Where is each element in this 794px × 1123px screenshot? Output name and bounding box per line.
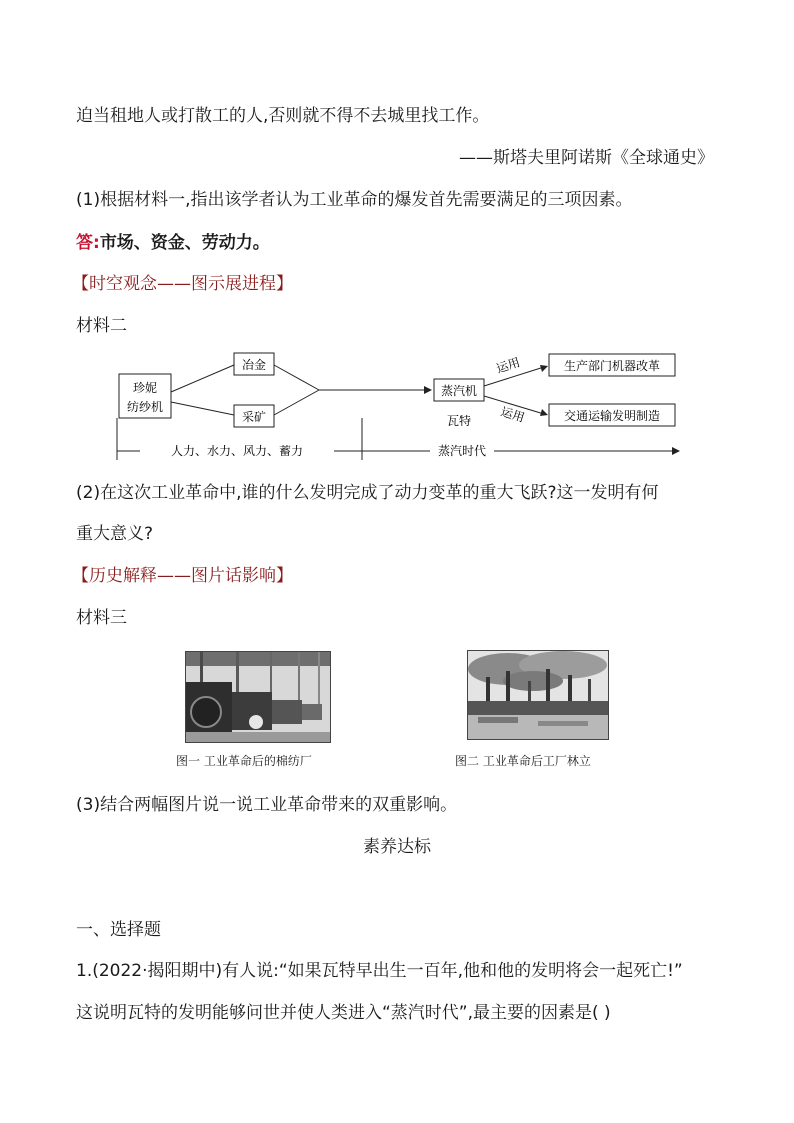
factories-image (467, 650, 609, 740)
section-historical: 【历史解释——图片话影响】 (72, 566, 293, 586)
mining-label: 采矿 (241, 410, 267, 424)
section-heading: 素养达标 (363, 837, 431, 857)
connector (274, 365, 319, 390)
transport-label: 交通运输发明制造 (563, 409, 661, 423)
connector (171, 365, 234, 392)
part-title: 一、选择题 (76, 920, 161, 940)
factories-illustration (468, 651, 608, 739)
mc-question-1-line-1: 1.(2022·揭阳期中)有人说:“如果瓦特早出生一百年,他和他的发明将会一起死亡!” (76, 961, 683, 981)
question-2-line-2: 重大意义? (76, 524, 154, 544)
section-spatiotemporal: 【时空观念——图示展进程】 (72, 274, 293, 294)
mc-question-1-line-2: 这说明瓦特的发明能够问世并使人类进入“蒸汽时代”,最主要的因素是( ) (76, 1003, 611, 1023)
answer-label: 答: (76, 233, 100, 253)
cotton-mill-illustration (186, 652, 330, 742)
jenny-label-1: 珍妮 (132, 381, 158, 395)
figure-1-caption: 图一 工业革命后的棉纺厂 (176, 754, 312, 768)
connector (274, 390, 319, 415)
arrow-head (424, 386, 432, 394)
arrow-head (540, 365, 548, 372)
watt-label: 瓦特 (446, 414, 472, 428)
figure-2-caption: 图二 工业革命后工厂林立 (455, 754, 591, 768)
era-1-label: 人力、水力、风力、蓄力 (170, 444, 304, 458)
use-label-bottom: 运用 (499, 404, 527, 425)
material-3-label: 材料三 (76, 608, 127, 628)
smelting-label: 冶金 (241, 358, 267, 372)
era-2-label: 蒸汽时代 (437, 444, 487, 458)
steam-engine-label: 蒸汽机 (440, 384, 478, 398)
material-2-label: 材料二 (76, 316, 127, 336)
answer-1 (76, 231, 270, 255)
question-2-line-1: (2)在这次工业革命中,谁的什么发明完成了动力变革的重大飞跃?这一发明有何 (76, 483, 659, 503)
jenny-label-2: 纺纱机 (126, 400, 164, 414)
production-reform-label: 生产部门机器改革 (563, 359, 661, 373)
use-label-top: 运用 (494, 355, 522, 376)
cotton-mill-image (185, 651, 331, 743)
process-diagram (112, 350, 692, 462)
connector (171, 402, 234, 415)
question-1: (1)根据材料一,指出该学者认为工业革命的爆发首先需要满足的三项因素。 (76, 190, 633, 210)
text-line: 迫当租地人或打散工的人,否则就不得不去城里找工作。 (76, 106, 490, 126)
answer-text: 市场、资金、劳动力。 (99, 233, 270, 253)
arrow-head (672, 447, 680, 455)
arrow-head (540, 409, 548, 416)
question-3: (3)结合两幅图片说一说工业革命带来的双重影响。 (76, 795, 458, 815)
citation: ——斯塔夫里阿诺斯《全球通史》 (459, 148, 714, 168)
